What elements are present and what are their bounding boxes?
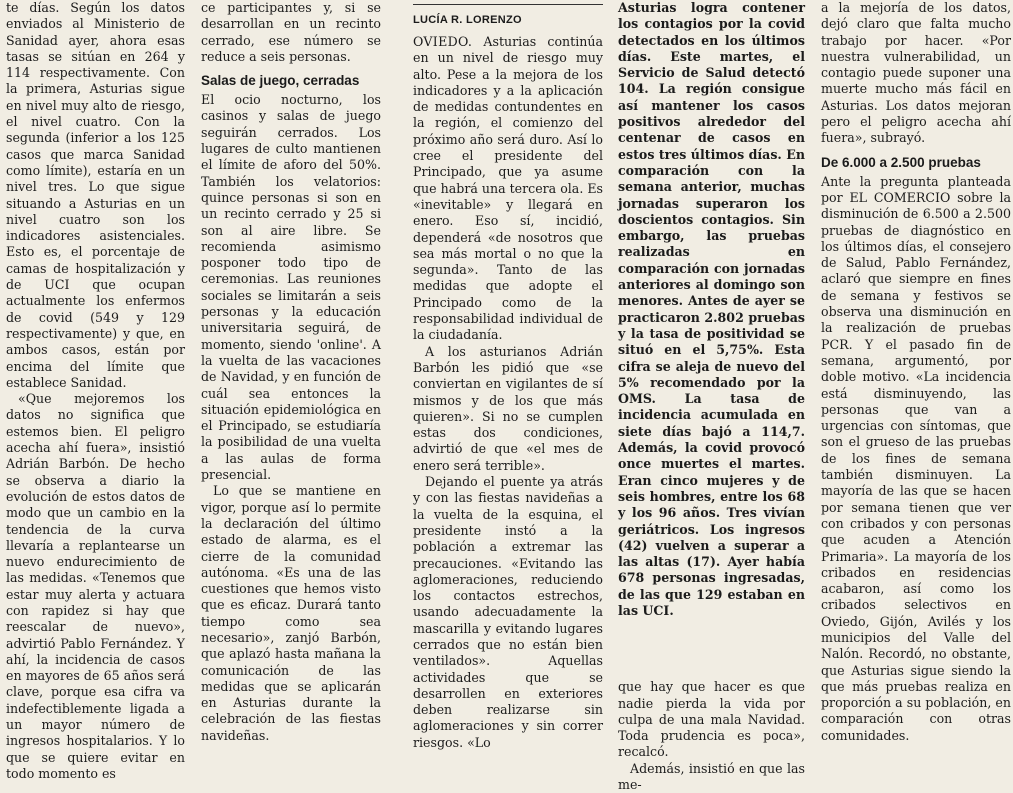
column-5 — [821, 0, 1011, 744]
column-1 — [6, 0, 185, 782]
paragraph: Ante la pregunta planteada por EL COMERCIO sobre la disminución de 6.500 a 2.500 pruebas de diagnóstico en los últimos días, el consejero de Salud, Pablo Fernández, aclaró que siempre en fines de semana y festivos se observa una disminución en la realización de pruebas PCR. Y el pasado fin de semana, argumentó, por doble motivo. «La incidencia está disminuyendo, las personas que van a urgencias con síntomas, que son el grueso de las pruebas de los fines de semana también disminuyen. La mayoría de las que se hacen por semana tienen que ver con cribados y con personas que acuden a Atención Primaria». La mayoría de los cribados en residencias acabaron, así como los cribados selectivos en Oviedo, Gijón, Avilés y los municipios del Valle del Nalón. Recordó, no obstante, que Asturias sigue siendo la que más pruebas realiza en proporción a su población, en comparación con otras comunidades. — [821, 173, 1011, 743]
paragraph: a la mejoría de los datos, dejó claro que falta mucho trabajo por hacer. «Por nuestra vulnerabilidad, un contagio puede suponer una muerte mucho más fácil en Asturias. Los datos mejoran pero el peligro acecha ahí fuera», subrayó. — [821, 0, 1011, 146]
subheading-salas-de-juego: Salas de juego, cerradas — [201, 73, 360, 89]
paragraph: te días. Según los datos enviados al Ministerio de Sanidad ayer, ahora esas tasas se sitúan en 264 y 114 respectivamente. Con la primera, Asturias sigue en nivel muy alto de riesgo, el nivel cuatro. Con la segunda (inferior a los 125 casos que marca Sanidad como límite), estaría en un nivel tres. Lo que sigue situando a Asturias en un nivel cuatro son los indicadores asistenciales. Esto es, el porcentaje de camas de hospitalización y de UCI que ocupan actualmente los enfermos de covid (549 y 129 respectivamente) y que, en ambos casos, están por encima del límite que establece Sanidad. — [6, 0, 185, 390]
paragraph: Lo que se mantiene en vigor, porque así lo permite la declaración del último estado de alarma, es el cierre de la comunidad autónoma. «Es una de las cuestiones que hemos visto que es eficaz. Durará tanto tiempo como sea necesario», zanjó Barbón, que aplazó hasta mañana la comunicación de las medidas que se aplicarán en Asturias durante la celebración de las fiestas navideñas. — [201, 483, 381, 743]
paragraph: El ocio nocturno, los casinos y salas de juego seguirán cerrados. Los lugares de culto mantienen el límite de aforo del 50%. También los velatorios: quince personas si son en un recinto cerrado y 25 si son al aire libre. Se recomienda asimismo posponer todo tipo de ceremonias. Las reuniones sociales se limitarán a seis personas y la educación universitaria seguirá, de momento, siendo 'online'. A la vuelta de las vacaciones de Navidad, y en función de cuál sea entonces la situación epidemiológica en el Principado, se estudiaría la posibilidad de una vuelta a las aulas de forma presencial. — [201, 92, 381, 483]
paragraph — [413, 34, 603, 344]
author-byline: LUCÍA R. LORENZO — [413, 4, 603, 26]
sidebar-summary: Asturias logra contener los contagios por la covid detectados en los últimos días. Este martes, el Servicio de Salud detectó 104. La región consigue así mantener los casos positivos alrededor del centenar de casos en estos tres últimos días. En comparación con la semana anterior, muchas jornadas superaron los doscientos contagios. Sin embargo, las pruebas realizadas en comparación con jornadas anteriores al domingo son menores. Antes de ayer se practicaron 2.802 pruebas y la tasa de positividad se situó en el 5,75%. Esta cifra se aleja de nuevo del 5% recomendado por la OMS. La tasa de incidencia acumulada en siete días bajó a 114,7. Además, la covid provocó once muertes el martes. Eran cinco mujeres y de seis hombres, entre los 68 y los 96 años. Tres vivían geriátricos. Los ingresos (42) vuelven a superar a las altas (17). Ayer había 678 personas ingresadas, de las que 129 estaban en las UCI. — [618, 0, 805, 618]
column-gap — [618, 619, 805, 679]
paragraph: Dejando el puente ya atrás y con las fiestas navideñas a la vuelta de la esquina, el presidente instó a la población a extremar las precauciones. «Evitando las aglomeraciones, reduciendo los contactos estrechos, usando adecuadamente la mascarilla y evitando lugares cerrados que no están bien ventilados». Aquellas actividades que se desarrollen en exteriores deben realizarse sin aglomeraciones y sin correr riesgos. «Lo — [413, 474, 603, 750]
paragraph-text: Asturias continúa en un nivel de riesgo muy alto. Pese a la mejora de los indicadores y a la aplicación de medidas contundentes en la región, el comienzo del próximo año será duro. Así lo cree el presidente del Principado, que ya asume que habrá una tercera ola. Es «inevitable» y llegará en enero. Eso sí, incidió, dependerá «de nosotros que sea más mortal o no que la segunda». Tanto de las medidas que adopte el Principado como de la responsabilidad individual de la ciudadanía. — [413, 34, 603, 343]
paragraph: que hay que hacer es que nadie pierda la vida por culpa de una mala Navidad. Toda prudencia es poca», recalcó. — [618, 679, 805, 760]
column-3 — [413, 0, 603, 751]
paragraph: A los asturianos Adrián Barbón les pidió que «se conviertan en vigilantes de sí mismos y de los que más quieren». Si no se cumplen estas dos condiciones, advirtió de que «el mes de enero será terrible». — [413, 343, 603, 473]
dateline: OVIEDO. — [413, 34, 473, 49]
column-4 — [618, 0, 805, 793]
subheading-pruebas: De 6.000 a 2.500 pruebas — [821, 154, 981, 170]
paragraph: Además, insistió en que las me- — [618, 760, 805, 793]
column-2 — [201, 0, 381, 744]
paragraph: ce participantes y, si se desarrollan en un recinto cerrado, ese número se reduce a seis personas. — [201, 0, 381, 64]
paragraph: «Que mejoremos los datos no significa que estemos bien. El peligro acecha ahí fuera», insistió Adrián Barbón. De hecho se observa a diario la evolución de estos datos de modo que un cambio en la tendencia de la curva llevaría a replantearse un nuevo endurecimiento de las medidas. «Tenemos que estar muy alerta y actuara con rapidez si hay que reescalar de nuevo», advirtió Pablo Fernández. Y ahí, la incidencia de casos en mayores de 65 años será clave, porque esa cifra va indefectiblemente ligada a un mayor número de ingresos hospitalarios. Y lo que se quiere evitar en todo momento es — [6, 391, 185, 781]
